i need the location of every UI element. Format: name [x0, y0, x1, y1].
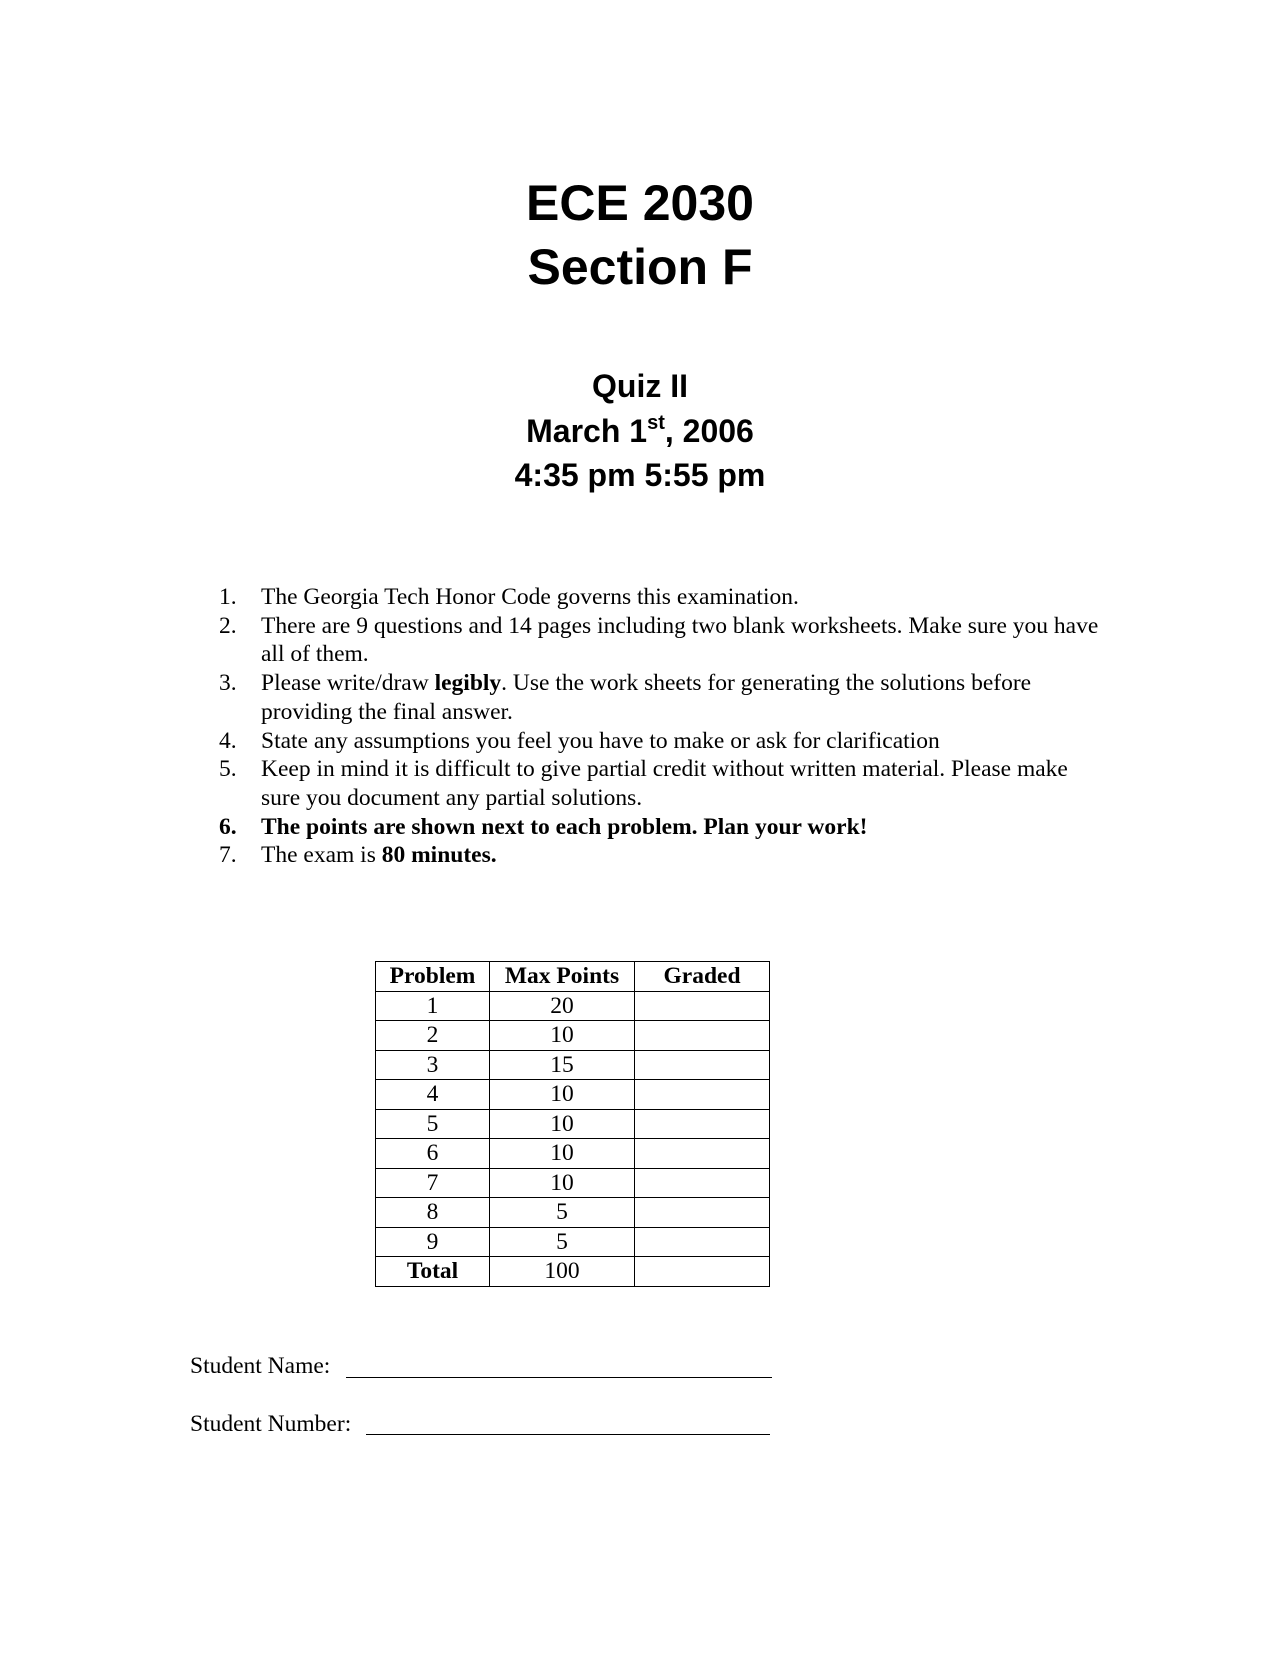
cell-total-graded[interactable] — [635, 1257, 770, 1287]
instruction-item — [219, 669, 1099, 726]
table-row — [376, 1050, 770, 1080]
cell-graded[interactable] — [635, 1109, 770, 1139]
quiz-title: Quiz II — [592, 368, 688, 404]
table-row — [376, 1227, 770, 1257]
cell-graded[interactable] — [635, 1168, 770, 1198]
cell-max-points: 10 — [490, 1168, 635, 1198]
table-row — [376, 1080, 770, 1110]
table-total-row — [376, 1257, 770, 1287]
instruction-number: 2. — [219, 612, 237, 639]
instruction-number: 3. — [219, 670, 237, 697]
cell-max-points: 20 — [490, 991, 635, 1021]
cell-graded[interactable] — [635, 1050, 770, 1080]
instruction-item — [219, 612, 1099, 669]
cell-graded[interactable] — [635, 1021, 770, 1051]
date-prefix: March 1 — [526, 413, 648, 449]
instruction-text: There are 9 questions and 14 pages including two blank worksheets. Make sure you have all of them. — [261, 612, 1099, 668]
instruction-number: 6. — [219, 813, 237, 840]
section-title: Section F — [527, 239, 753, 295]
table-row — [376, 991, 770, 1021]
instruction-text-pre: Please write/draw — [261, 670, 435, 697]
date-suffix: , 2006 — [664, 413, 754, 449]
header-graded: Graded — [635, 962, 770, 992]
cell-max-points: 10 — [490, 1109, 635, 1139]
score-table — [375, 961, 770, 1287]
cell-max-points: 10 — [490, 1021, 635, 1051]
table-header-row — [376, 962, 770, 992]
instruction-text-pre: The exam is — [261, 842, 382, 869]
cell-total-max: 100 — [490, 1257, 635, 1287]
instruction-text: Keep in mind it is difficult to give partial credit without written material. Please make sure you document any partial solutions. — [261, 756, 1068, 811]
date-ordinal: st — [647, 412, 665, 434]
instruction-text-bold: legibly — [434, 670, 502, 697]
instruction-item — [219, 755, 1099, 812]
instruction-item — [219, 813, 1099, 842]
table-row — [376, 1198, 770, 1228]
instructions-list — [219, 583, 1099, 870]
instruction-item — [219, 727, 1099, 756]
cell-problem: 3 — [376, 1050, 490, 1080]
instruction-number: 4. — [219, 727, 237, 754]
instruction-item — [219, 841, 1099, 870]
instruction-text — [261, 669, 1099, 726]
cell-problem: 1 — [376, 991, 490, 1021]
exam-time: 4:35 pm 5:55 pm — [514, 457, 766, 493]
student-number-field[interactable] — [366, 1434, 770, 1435]
instruction-text — [261, 841, 1099, 870]
instruction-number: 5. — [219, 756, 237, 783]
cell-graded[interactable] — [635, 1080, 770, 1110]
cell-problem: 8 — [376, 1198, 490, 1228]
cell-max-points: 15 — [490, 1050, 635, 1080]
student-name-label: Student Name: — [190, 1353, 331, 1379]
exam-date — [0, 411, 1280, 451]
instruction-text: The Georgia Tech Honor Code governs this examination. — [261, 584, 799, 610]
header-max-points: Max Points — [490, 962, 635, 992]
table-row — [376, 1139, 770, 1169]
cell-problem: 9 — [376, 1227, 490, 1257]
header-problem: Problem — [376, 962, 490, 992]
table-row — [376, 1109, 770, 1139]
table-row — [376, 1168, 770, 1198]
cell-total-label: Total — [376, 1257, 490, 1287]
cell-graded[interactable] — [635, 1198, 770, 1228]
instruction-text: The points are shown next to each problem. Plan your work! — [261, 813, 868, 840]
cell-graded[interactable] — [635, 1227, 770, 1257]
cell-max-points: 5 — [490, 1198, 635, 1228]
cell-problem: 5 — [376, 1109, 490, 1139]
course-title: ECE 2030 — [526, 175, 754, 231]
cell-max-points: 10 — [490, 1080, 635, 1110]
cell-problem: 4 — [376, 1080, 490, 1110]
instruction-text-bold: 80 minutes. — [381, 842, 497, 869]
cell-problem: 2 — [376, 1021, 490, 1051]
cell-problem: 7 — [376, 1168, 490, 1198]
instruction-number: 1. — [219, 584, 237, 610]
cell-max-points: 5 — [490, 1227, 635, 1257]
cell-graded[interactable] — [635, 1139, 770, 1169]
table-row — [376, 1021, 770, 1051]
cell-max-points: 10 — [490, 1139, 635, 1169]
cell-graded[interactable] — [635, 991, 770, 1021]
instruction-text: State any assumptions you feel you have to make or ask for clarification — [261, 727, 940, 754]
cell-problem: 6 — [376, 1139, 490, 1169]
instruction-number: 7. — [219, 842, 237, 869]
student-number-label: Student Number: — [190, 1411, 352, 1437]
instruction-item — [219, 583, 1099, 612]
student-name-field[interactable] — [346, 1377, 772, 1378]
instruction-text-post: . Use the work sheets for generating the solutions before providing the final answer. — [261, 670, 1032, 725]
